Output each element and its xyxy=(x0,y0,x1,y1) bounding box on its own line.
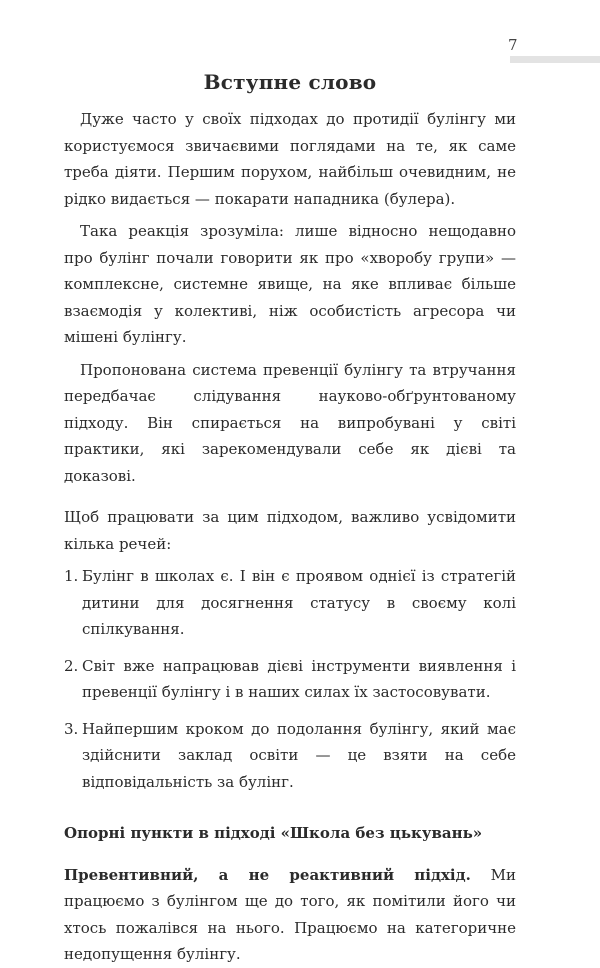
page-header-rule xyxy=(510,56,600,63)
section-paragraph-rest: Ми працюємо з булінгом ще до того, як помітили його чи хтось пожалівся на нього. Працюємо на категоричне недопущення булінгу. xyxy=(64,865,517,963)
intro-paragraph-1: Дуже часто у своїх підходах до протидії булінгу ми користуємося звичаєвими поглядами на те, як саме треба діяти. Першим порухом, найбільш очевидним, не рідко видається — покарати нападника (булера). xyxy=(64,110,516,208)
list-item-text: Булінг в школах є. І він є проявом однієї із стратегій дитини для досягнення статусу в своєму колі спілкування. xyxy=(82,567,516,638)
list-item-number: 3. xyxy=(64,719,79,738)
page-content xyxy=(64,68,516,968)
list-item xyxy=(64,653,516,706)
intro-paragraph-3: Пропонована система превенції булінгу та втручання передбачає слідування науково-обґрунтованому підходу. Він спирається на випробувані у світі практики, які зарекомендували себе як дієві та доказові. xyxy=(64,360,516,485)
page-title: Вступне слово xyxy=(203,70,377,94)
key-points-list xyxy=(64,563,516,795)
list-item-text: Світ вже напрацював дієві інструменти виявлення і превенції булінгу і в наших силах їх застосовувати. xyxy=(82,656,516,701)
intro-paragraph-2: Така реакція зрозуміла: лише відносно нещодавно про булінг почали говорити як про «хворобу групи» — комплексне, системне явище, на яке впливає більше взаємодія у колективі, ніж особистість агресора чи мішені булінгу. xyxy=(64,222,516,346)
list-item-text: Найпершим кроком до подолання булінгу, який має здійснити заклад освіти — це взяти на себе відповідальність за булінг. xyxy=(82,719,516,791)
list-item xyxy=(64,716,516,796)
list-intro: Щоб працювати за цим підходом, важливо усвідомити кілька речей: xyxy=(64,508,516,553)
section-paragraph-lead: Превентивний, а не реактивний підхід. xyxy=(64,865,471,884)
page-number: 7 xyxy=(508,36,518,54)
list-item-number: 1. xyxy=(64,567,79,585)
list-item xyxy=(64,563,516,643)
list-item-number: 2. xyxy=(64,656,79,675)
section-heading: Опорні пункти в підході «Школа без цькувань» xyxy=(64,824,483,842)
section-paragraph xyxy=(64,862,516,968)
